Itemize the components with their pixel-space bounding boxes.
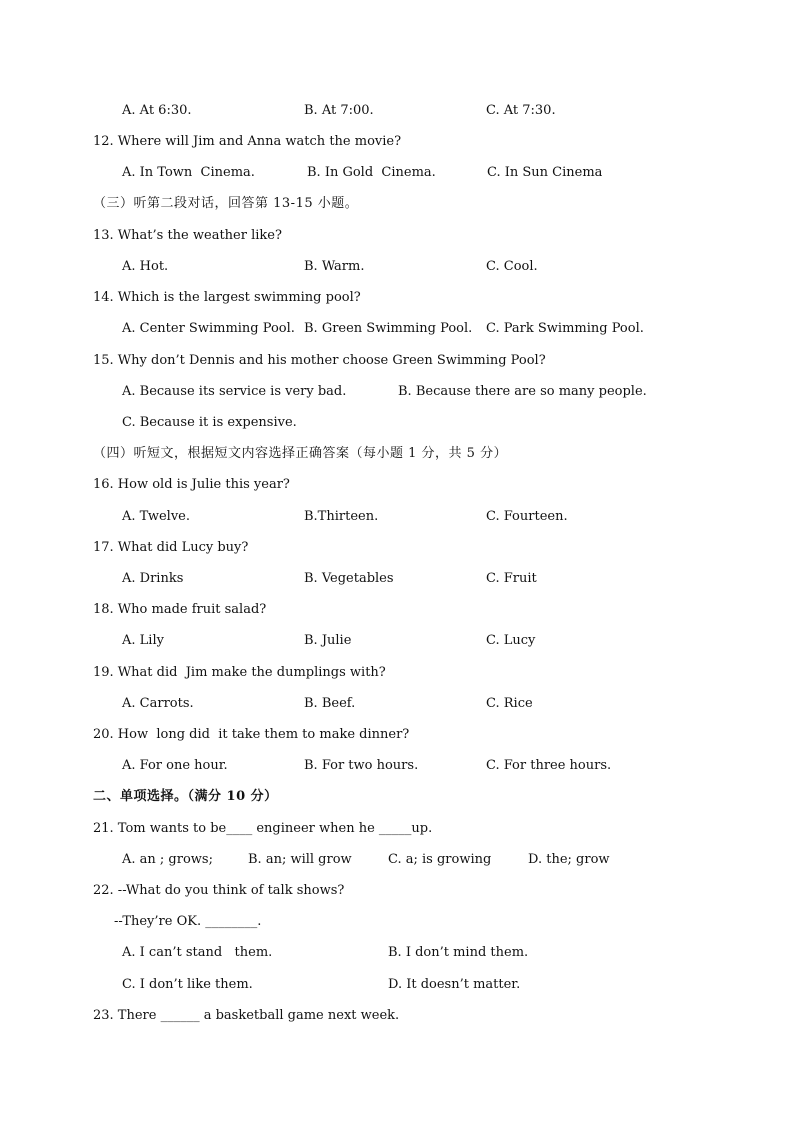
q22-option-c: C. I don’t like them. xyxy=(122,977,253,992)
q14-option-c: C. Park Swimming Pool. xyxy=(486,321,644,336)
q22-option-a: A. I can’t stand them. xyxy=(122,945,273,960)
q13-question: 13. What’s the weather like? xyxy=(93,228,282,243)
q14-option-a: A. Center Swimming Pool. xyxy=(122,321,295,336)
q12-question: 12. Where will Jim and Anna watch the movie? xyxy=(93,134,402,149)
q13-option-b: B. Warm. xyxy=(304,259,365,274)
q19-option-c: C. Rice xyxy=(486,696,533,711)
q20-option-c: C. For three hours. xyxy=(486,758,612,773)
q18-option-a: A. Lily xyxy=(122,633,164,648)
section3-heading: （三）听第二段对话，回答第 13-15 小题。 xyxy=(93,196,359,211)
q11-option-b: B. At 7:00. xyxy=(304,103,374,118)
q21-option-b: B. an; will grow xyxy=(248,852,352,867)
q15-option-b: B. Because there are so many people. xyxy=(398,384,647,399)
q21-option-a: A. an ; grows; xyxy=(122,852,213,867)
section4-heading: （四）听短文，根据短文内容选择正确答案（每小题 1 分，共 5 分） xyxy=(93,446,508,461)
q16-option-a: A. Twelve. xyxy=(122,509,191,524)
q13-option-a: A. Hot. xyxy=(122,259,169,274)
q19-question: 19. What did Jim make the dumplings with? xyxy=(93,665,386,680)
q15-option-a: A. Because its service is very bad. xyxy=(122,384,347,399)
q16-question: 16. How old is Julie this year? xyxy=(93,477,290,492)
q12-option-c: C. In Sun Cinema xyxy=(487,165,603,180)
q15-question: 15. Why don’t Dennis and his mother choose Green Swimming Pool? xyxy=(93,353,546,368)
q14-question: 14. Which is the largest swimming pool? xyxy=(93,290,361,305)
q21-option-d: D. the; grow xyxy=(528,852,610,867)
q20-option-b: B. For two hours. xyxy=(304,758,419,773)
q20-question: 20. How long did it take them to make dinner? xyxy=(93,727,410,742)
q22-option-b: B. I don’t mind them. xyxy=(388,945,529,960)
q14-option-b: B. Green Swimming Pool. xyxy=(304,321,473,336)
q17-option-c: C. Fruit xyxy=(486,571,537,586)
q16-option-b: B.Thirteen. xyxy=(304,509,379,524)
q22-option-d: D. It doesn’t matter. xyxy=(388,977,521,992)
q17-option-b: B. Vegetables xyxy=(304,571,394,586)
q21-option-c: C. a; is growing xyxy=(388,852,492,867)
q15-option-c: C. Because it is expensive. xyxy=(122,415,297,430)
q17-question: 17. What did Lucy buy? xyxy=(93,540,249,555)
q18-option-c: C. Lucy xyxy=(486,633,536,648)
q21-question: 21. Tom wants to be____ engineer when he _____up. xyxy=(93,821,433,836)
q19-option-b: B. Beef. xyxy=(304,696,356,711)
q11-option-c: C. At 7:30. xyxy=(486,103,556,118)
q22-answer-line: --They’re OK. ________. xyxy=(114,914,262,929)
q17-option-a: A. Drinks xyxy=(122,571,184,586)
q13-option-c: C. Cool. xyxy=(486,259,538,274)
q23-question: 23. There ______ a basketball game next week. xyxy=(93,1008,400,1023)
q22-question: 22. --What do you think of talk shows? xyxy=(93,883,345,898)
q12-option-a: A. In Town Cinema. xyxy=(122,165,255,180)
q18-question: 18. Who made fruit salad? xyxy=(93,602,267,617)
part2-heading: 二、单项选择。（满分 10 分） xyxy=(93,789,278,804)
q16-option-c: C. Fourteen. xyxy=(486,509,568,524)
q19-option-a: A. Carrots. xyxy=(122,696,194,711)
q20-option-a: A. For one hour. xyxy=(122,758,228,773)
q18-option-b: B. Julie xyxy=(304,633,352,648)
q12-option-b: B. In Gold Cinema. xyxy=(307,165,436,180)
q11-option-a: A. At 6:30. xyxy=(122,103,192,118)
